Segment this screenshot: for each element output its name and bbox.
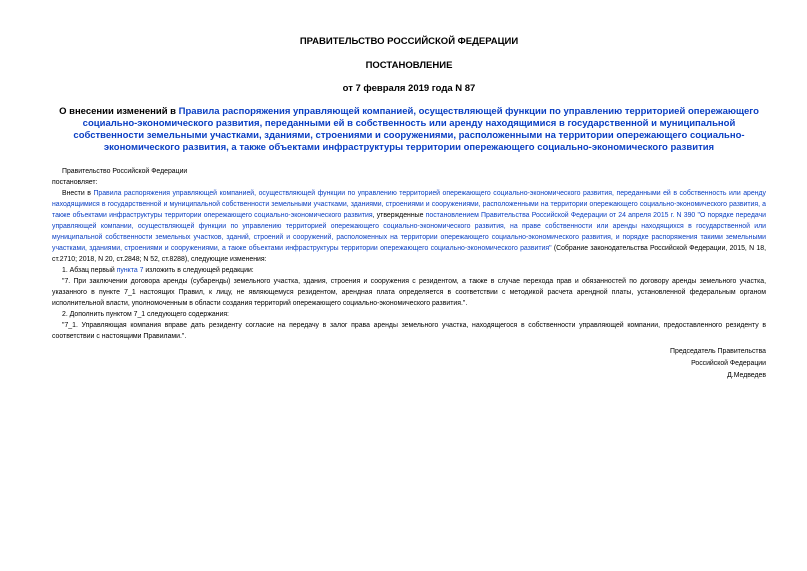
document-type: ПОСТАНОВЛЕНИЕ bbox=[365, 60, 453, 71]
signature-country: Российской Федерации bbox=[691, 360, 766, 367]
point-7-link[interactable]: пункта 7 bbox=[116, 267, 144, 274]
paragraph-1-middle: , утвержденные bbox=[372, 212, 426, 219]
item-1-prefix: 1. Абзац первый bbox=[62, 267, 117, 274]
signature-name: Д.Медведев bbox=[727, 372, 766, 379]
subject-prefix: О внесении изменений в bbox=[59, 106, 179, 117]
preamble-decrees: постановляет: bbox=[52, 179, 98, 186]
resolution-390-link[interactable]: постановлением Правительства Российской Федерации от 24 апреля 2015 г. N 390 "О порядке передачи управляющей компании, осуществляющей функции по управлению территорией опережающего социально-экономического развития, на праве собственности или аренды находящихся в государственной или муниципальной собственности земельных участков, зданий, строений и сооружений, расположенных на территории опережающего социально-экономического развития, и порядке распоряжения такими земельными участками, зданиями, строениями и сооружениями, а также объектами инфраструктуры территории опережающего социально-экономического развития" bbox=[52, 212, 766, 252]
paragraph-amendments bbox=[52, 188, 766, 265]
paragraph-new-point-7: "7. При заключении договора аренды (субаренды) земельного участка, здания, строения и сооружения с резидентом, а также в случае перехода прав и обязанностей по договору аренды земельного участка, указанного в пункте 7_1 настоящих Правил, к лицу, не являющемуся резидентом, арендная плата определяется в соответствии с методикой расчета арендной платы, установленной федеральным органом исполнительной власти, уполномоченным в области создания территорий опережающего социально-экономического развития.". bbox=[52, 278, 766, 307]
paragraph-item-2: 2. Дополнить пунктом 7_1 следующего содержания: bbox=[62, 311, 229, 318]
document-subject bbox=[52, 106, 766, 154]
preamble-government: Правительство Российской Федерации bbox=[62, 168, 188, 175]
document-date-number: от 7 февраля 2019 года N 87 bbox=[342, 83, 476, 94]
government-title: ПРАВИТЕЛЬСТВО РОССИЙСКОЙ ФЕДЕРАЦИИ bbox=[299, 36, 519, 47]
paragraph-1-prefix: Внести в bbox=[62, 190, 94, 197]
document-page bbox=[52, 30, 766, 382]
paragraph-1-suffix: (Собрание законодательства Российской Федерации, 2015, N 18, ст.2710; 2018, N 20, ст.2848; N 52, ст.8288), следующие изменения: bbox=[52, 245, 766, 263]
item-1-suffix: изложить в следующей редакции: bbox=[143, 267, 254, 274]
paragraph-item-1 bbox=[52, 265, 766, 276]
paragraph-new-point-7-1: "7_1. Управляющая компания вправе дать резиденту согласие на передачу в залог права аренды земельного участка, находящегося в собственности управляющей компании, предоставленного резиденту в соответствии с настоящими Правилами.". bbox=[52, 322, 766, 340]
signature-block bbox=[52, 346, 766, 382]
rules-link[interactable]: Правила распоряжения управляющей компанией, осуществляющей функции по управлению территорией опережающего социально-экономического развития, переданными ей в собственность или аренду находящимися в государственной и муниципальной собственности земельными участками, зданиями, строениями и сооружениями, расположенными на территории опережающего социально-экономического развития, а также объектами инфраструктуры территории опережающего социально-экономического развития bbox=[52, 190, 766, 219]
document-body bbox=[52, 166, 766, 342]
signature-position: Председатель Правительства bbox=[670, 348, 766, 355]
subject-rules-link[interactable]: Правила распоряжения управляющей компанией, осуществляющей функции по управлению территорией опережающего социально-экономического развития, переданными ей в собственность или аренду находящимися в государственной и муниципальной собственности земельными участками, зданиями, строениями и сооружениями, расположенными на территории опережающего социально-экономического развития, а также объектами инфраструктуры территории опережающего социально-экономического развития bbox=[73, 106, 759, 153]
